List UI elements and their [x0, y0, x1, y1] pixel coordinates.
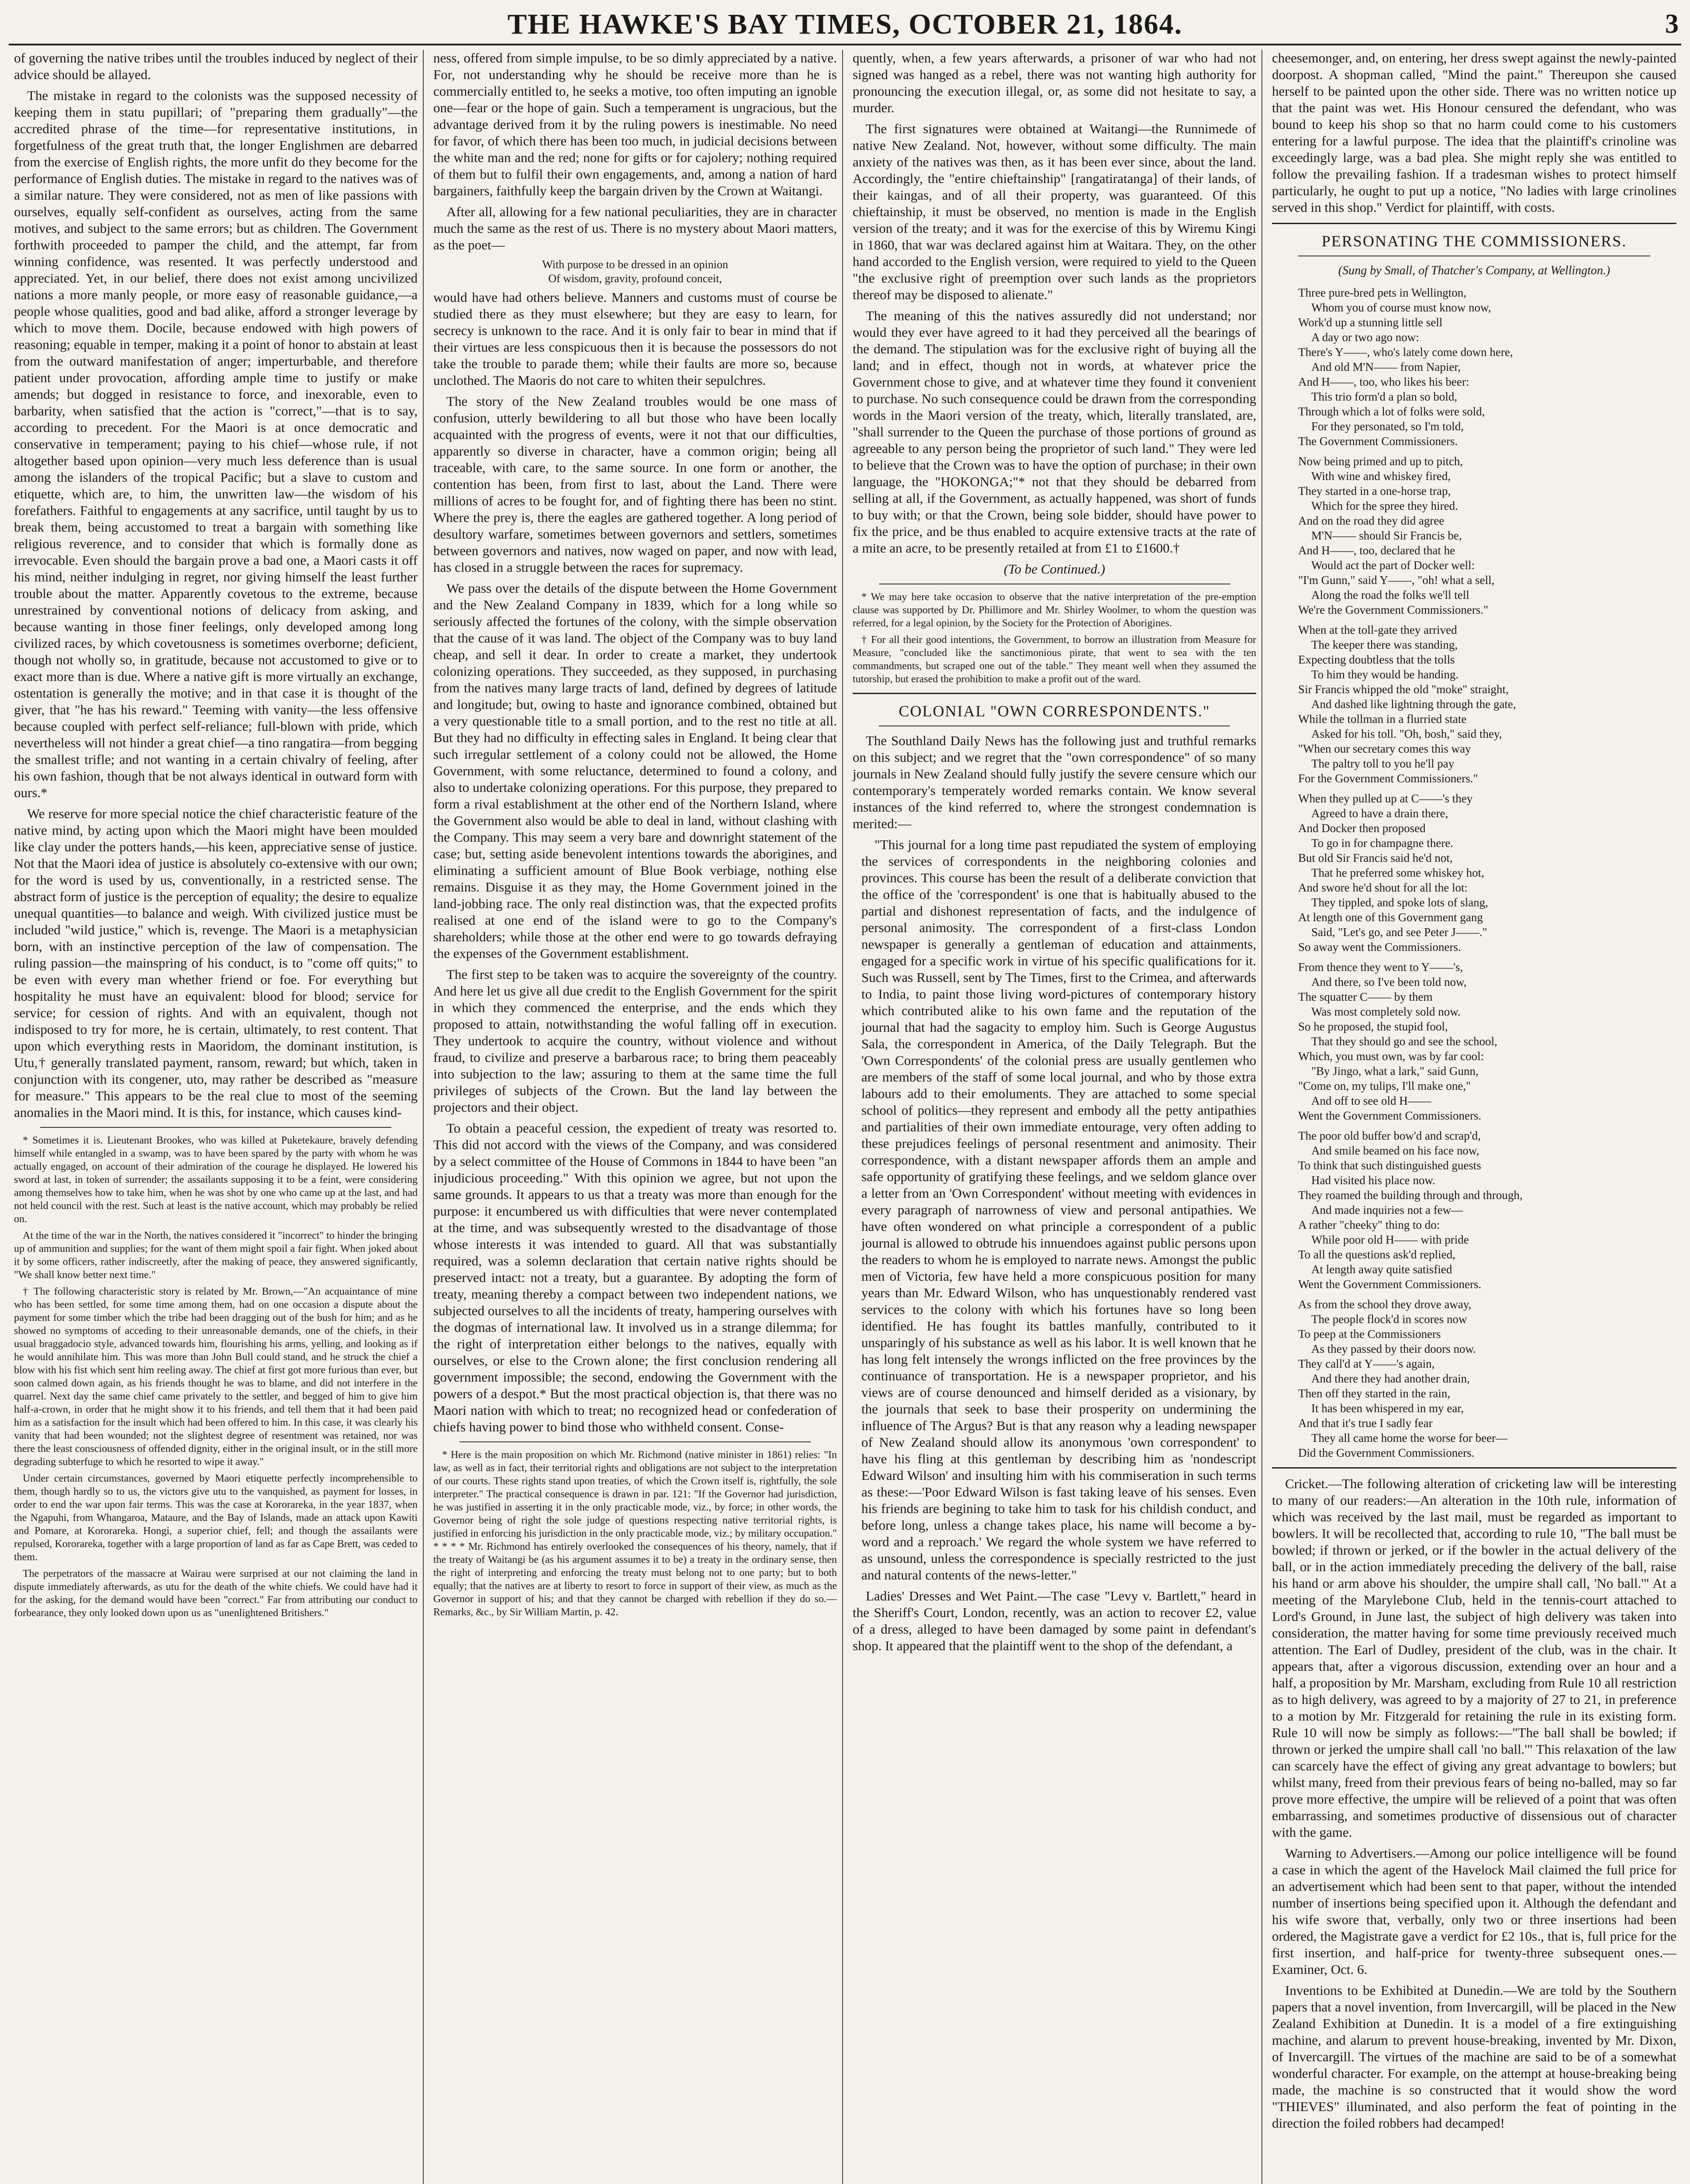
poem-stanza — [1298, 454, 1676, 617]
poem-line: "Come on, my tulips, I'll make one," — [1298, 1079, 1471, 1092]
poem-line: When they pulled up at C——'s they — [1298, 792, 1473, 805]
poem-line: Went the Government Commissioners. — [1298, 1278, 1482, 1291]
footnotes — [433, 1448, 837, 1619]
article-paragraph: quently, when, a few years afterwards, a prisoner of war who had not signed was hanged as a rebel, there was not wanting high authority for pronouncing the execution illegal, or, as some did not hesitate to say, a murder. — [853, 50, 1256, 115]
article-paragraph: Warning to Advertisers.—Among our police intelligence will be found a case in which the agent of the Havelock Mail claimed the full price for an advertisement which had been sent to that paper, without the intended number of insertions being specified upon it. Although the defendant and his wife swore that, verbally, only two or three insertions had been ordered, the Magistrate gave a verdict for £2 10s., that is, full price for the first insertion, and half-price for twenty-three subsequent ones.—Examiner, Oct. 6. — [1272, 1845, 1676, 1977]
article-paragraph: ness, offered from simple impulse, to be so dimly appreciated by a native. For, not understanding why he should be receive more than he is commercially entitled to, he seeks a motive, too often imputing an ignoble one—fear or the hope of gain. Such a temperament is ungracious, but the advantage derived from it by the ruling powers is inestimable. No need for favor, of which there has been too much, in judicial decisions between the white man and the red; none for gifts or for cajolery; nothing required of them but to fulfil their own engagements, and, among a nation of hard bargainers, faithfully keep the bargain driven by the Crown at Waitangi. — [433, 50, 837, 198]
poem-line: From thence they went to Y——'s, — [1298, 961, 1463, 974]
poem-line: To think that such distinguished guests — [1298, 1159, 1481, 1172]
column-4 — [1267, 50, 1682, 2184]
poem-line: And made inquiries not a few— — [1311, 1203, 1463, 1216]
poem-line: And old M'N—— from Napier, — [1311, 360, 1461, 373]
poem-line: And that it's true I sadly fear — [1298, 1417, 1433, 1430]
poem-heading: PERSONATING THE COMMISSIONERS. — [1321, 232, 1627, 250]
poem-line: Went the Government Commissioners. — [1298, 1109, 1482, 1122]
poem-line: The people flock'd in scores now — [1311, 1313, 1467, 1326]
poem-line: "When our secretary comes this way — [1298, 742, 1471, 755]
verse-line: Of wisdom, gravity, profound conceit, — [548, 272, 722, 285]
poem-line: It has been whispered in my ear, — [1311, 1402, 1464, 1415]
poem-line: Expecting doubtless that the tolls — [1298, 653, 1455, 666]
poem-line: There's Y——, who's lately come down here, — [1298, 346, 1513, 359]
poem-line: So he proposed, the stupid fool, — [1298, 1020, 1448, 1033]
quoted-paragraph: "This journal for a long time past repudiated the system of employing the services of correspondents in the neighboring colonies and provinces. This course has been the result of a deliberate conviction that the office of the 'correspondent' is one that is habitually abused to the partial and dishonest representation of facts, and the indulgence of personal animosity. The correspondent of a first-class London newspaper is generally a gentleman of education and attainments, engaged for a specific work in virtue of his specific qualifications for it. Such was Russell, sent by The Times, first to the Crimea, and afterwards to India, to paint those living word-pictures of contemporary history which contributed alike to his own fame and the reputation of the journal that had the sagacity to employ him. Such is George Augustus Sala, the correspondent in America, of the Daily Telegraph. But the 'Own Correspondents' of the colonial press are usually gentlemen who are members of the staff of some local journal, and who by those extra labours add to their emoluments. They are attached to some special school of politics—they represent and embody all the petty antipathies and partialities of their own immediate entourage, very often adding to these prejudices feelings of personal resentment and animosity. Their correspondence, with a distant newspaper affords them an ample and safe opportunity of gratifying these feelings, and we seldom glance over a letter from an 'Own Correspondent' without meeting with evidences in every paragraph of narrowness of view and personal antipathies. We have often wondered on what principle a correspondent of a public journal is allowed to obtrude his innuendoes against public persons upon the readers to whom he is employed to narrate news. Amongst the public men of Victoria, few have held a more conspicuous position for many years than Mr. Edward Wilson, who has unquestionably rendered vast services to the colony with which his fortunes have so long been identified. He has fought its battles manfully, contributed to it unsparingly of his substance as well as his labor. It is well known that he has long felt intensely the wrongs inflicted on the free provinces by the continuance of transportation. He is a newspaper proprietor, and his views are of course denounced and himself derided as a visionary, by the journals that seek to base their prosperity on undermining the influence of The Argus? But is that any reason why a leading newspaper of New Zealand should allow its anonymous 'own correspondent' to have his fling at this gentleman by describing him as 'nondescript Edward Wilson' and insulting him with his commiseration in such terms as these:—'Poor Edward Wilson is fast taking leave of his senses. Even his friends are begining to take him to task for his childish conduct, and before long, unless a change takes place, his name will become a by-word and a reproach.' We regard the whole system we have referred to as unsound, unless the correspondence is specially restricted to the just and natural contents of the news-letter." — [861, 837, 1256, 1583]
poem-stanza — [1298, 1297, 1676, 1460]
poem-line: At length away quite satisfied — [1311, 1263, 1452, 1276]
poem-line: While the tollman in a flurried state — [1298, 712, 1467, 726]
article-paragraph: We reserve for more special notice the chief characteristic feature of the native mind, by acting upon which the Maori might have been moulded like clay under the potters hands,—his keen, appreciative sense of justice. Not that the Maori idea of justice is absolutely co-extensive with our own; for the word is used by us, conventionally, in a restricted sense. The abstract form of justice is the perception of equality; the desire to equalize unequal quantities—to balance and weigh. With civilized justice must be included "wild justice," which is, revenge. The Maori is a metaphysician born, with an instinctive perception of the law of compensation. The ruling passion—the mainspring of his conduct, is to "come off quits;" to be even with every man whether friend or foe. For everything but hospitality he must have an equivalent: blood for blood; service for service; for cession of rights. And with an equivalent, though not indisposed to try for more, he is certain, ultimately, to rest content. That upon which everything rests in Maoridom, the dominant institution, is Utu,† generally translated payment, ransom, reward; but which, taken in conjunction with its congener, uto, may rather be described as "measure for measure." This appears to be the real clue to most of the seeming anomalies in the Maori mind. It is this, for instance, which causes kind- — [14, 806, 418, 1120]
footnote: Under certain circumstances, governed by Maori etiquette perfectly incomprehensible to them, though hardly so to us, the victors give utu to the vanquished, as payment for losses, in order to end the war upon fair terms. This was the case at Kororareka, in the year 1837, when the Ngapuhi, from Whangaroa, Mataure, and the Bay of Islands, made an attack upon Kawiti and Pomare, at Kororareka. Hongi, a superior chief, fell; and though the assailants were repulsed, Kororareka, together with a large proportion of land as far as Cape Brett, was ceded to them. — [14, 1473, 418, 1563]
poem-line: To go in for champagne there. — [1311, 836, 1453, 850]
poem-line: And dashed like lightning through the gate, — [1311, 698, 1516, 711]
poem-line: This trio form'd a plan so bold, — [1311, 390, 1458, 403]
poem-line: M'N—— should Sir Francis be, — [1311, 529, 1462, 542]
poem-line: The squatter C—— by them — [1298, 990, 1433, 1003]
poem-line: To him they would be handing. — [1311, 668, 1459, 681]
poem-line: And swore he'd shout for all the lot: — [1298, 881, 1468, 894]
footnote: At the time of the war in the North, the natives considered it "incorrect" to hinder the bringing up of ammunition and supplies; for the want of them might spoil a fair fight. When joked about it by some officers, rather indiscreetly, after the making of peace, they answered significantly, "We shall know better next time." — [14, 1230, 418, 1281]
poem-line: Along the road the folks we'll tell — [1311, 588, 1469, 601]
article-paragraph: The first signatures were obtained at Waitangi—the Runnimede of native New Zealand. Not, however, without some difficulty. The main anxiety of the natives was then, as it has been ever since, about the land. Accordingly, the "entire chieftainship" [rangatiratanga] of their lands, of their kaingas, and of all their property, was guaranteed. Of this chieftainship, it must be observed, no mention is made in the English version of the treaty; and it was for the exercise of this by Wiremu Kingi in 1860, that war was declared against him at Waitara. They, on the other hand accorded to the English version, were required to yield to the Queen "the exclusive right of preemption over such lands as the proprietors thereof may be disposed to alienate." — [853, 121, 1256, 302]
poem-line: And smile beamed on his face now, — [1311, 1144, 1479, 1157]
poem-line: They started in a one-horse trap, — [1298, 484, 1451, 498]
columns — [9, 50, 1681, 2184]
article-paragraph: The story of the New Zealand troubles would be one mass of confusion, utterly bewildering to all but those who have been locally acquainted with the progress of events, were it not that our difficulties, apparently so diverse in character, have a common origin; being all traceable, with care, to the same source. In one form or another, the contention has been, from first to last, about the Land. There were millions of acres to be fought for, and of fighting there has been no stint. Where the prey is, there the eagles are gathered together. A long period of desultory warfare, sometimes between governors and settlers, sometimes between governors and natives, now waged on paper, and now with lead, has closed in a struggle between the races for supremacy. — [433, 394, 837, 575]
poem-line: They call'd at Y——'s again, — [1298, 1357, 1435, 1370]
poem-stanza — [1298, 622, 1676, 786]
poem-line: That they should go and see the school, — [1311, 1035, 1497, 1048]
poem-line: But old Sir Francis said he'd not, — [1298, 851, 1453, 864]
poem-line: When at the toll-gate they arrived — [1298, 623, 1457, 636]
poem-line: So away went the Commissioners. — [1298, 940, 1461, 954]
poem-line: Was most completely sold now. — [1311, 1005, 1461, 1018]
verse-line: With purpose to be dressed in an opinion — [542, 258, 728, 271]
footnote-rule — [40, 1127, 391, 1128]
poem-line: The paltry toll to you he'll pay — [1311, 757, 1455, 770]
column-3 — [847, 50, 1262, 2184]
article-paragraph: The first step to be taken was to acquire the sovereignty of the country. And here let us give all due credit to the English Government for the spirit in which they commenced the enterprise, and the ends which they proposed to attain, notwithstanding the woful falling off in execution. They undertook to acquire the country, without violence and without fraud, to civilize and preserve a barbarous race; to bring them peaceably into subjection to the law; assuring to them at the same time the full privileges of subjects of the Crown. But the land lay between the projectors and their object. — [433, 967, 837, 1115]
article-paragraph: After all, allowing for a few national peculiarities, they are in character much the same as the rest of us. There is no mystery about Maori matters, as the poet— — [433, 204, 837, 252]
article-paragraph: Ladies' Dresses and Wet Paint.—The case "Levy v. Bartlett," heard in the Sheriff's Court, London, recently, was an action to recover £2, value of a dress, alleged to have been damaged by some paint in defendant's shop. It appeared that the plaintiff went to the shop of the defendant, a — [853, 1588, 1256, 1653]
article-paragraph: The mistake in regard to the colonists was the supposed necessity of keeping them in statu pupillari; of "preparing them gradually"—the accredited phrase of the time—for representative institutions, in forgetfulness of the great truth that, the longer Englishmen are debarred from the exercise of English rights, the more unfit do they become for the performance of English duties. The mistake in regard to the natives was of a similar nature. They were considered, not as men of like passions with ourselves, equally self-confident as ourselves, acting from the same motives, and subject to the same errors; but as children. The Government forthwith proceeded to pamper the child, and the attempt, far from winning confidence, was resented. It was perfectly understood and appreciated. Yet, in our belief, there does not exist among uncivilized nations a more manly people, or more easy of reasonable guidance,—a people whose qualities, good and bad alike, afford a stronger leverage by which to move them. Docile, because endowed with high powers of reasoning; equable in temper, making it a point of honor to abstain at least from the outward manifestation of anger; imperturbable, and therefore patient under provocation, affording ample time to justify or make amends; but dogged in resistance to force, and inexorable, even to barbarity, when satisfied that the action is "correct,"—that is to say, according to precedent. For the Maori is at once democratic and conservative in temperament; paying to his chief—whose rule, if not altogether based upon opinion—very much less deference than is usual among the islanders of the tropical Pacific; but a slave to custom and etiquette, which are, to him, the unwritten law—the wisdom of his forefathers. Faithful to engagements at any sacrifice, until taught by us to break them, being accustomed to treat a bargain with something like religious reverence, and to consider that which is formally done as irrevocable. Even should the bargain prove a bad one, a Maori casts it off his mind, neither indulging in regret, nor giving himself the least further trouble about the matter. Apparently covetous to the extreme, because unrestrained by conventional notions of delicacy from asking, and because wanting in those finer feelings, only developed among long civilized races, by which covetousness is sometimes overborne; deficient, though not wholly so, in gratitude, because not accustomed to give or to exact more than is due. Where a native gift is more virtually an exchange, ostentation is generally the motive; and in that case it is thought of the giver, that "he has his reward." Teeming with vanity—the less offensive because coupled with perfect self-reliance; full-blown with pride, which nevertheless will not hinder a great chief—a tino rangatira—from begging the smallest trifle; and not wanting in a certain chivalry of feeling, after his own fashion, though that be not always identical in outward form with ours.* — [14, 88, 418, 800]
poem-line: Had visited his place now. — [1311, 1174, 1435, 1187]
poem-line: "By Jingo, what a lark," said Gunn, — [1311, 1064, 1479, 1078]
article-paragraph: To obtain a peaceful cession, the expedient of treaty was resorted to. This did not accord with the views of the Company, and was considered by a select committee of the House of Commons in 1844 to have been "an injudicious proceeding." With this opinion we agree, but not upon the same grounds. It appears to us that a treaty was more than enough for the purpose: it encumbered us with difficulties that were never contemplated at the time, and was subsequently wrested to the disadvantage of those whose interests it was intended to guard. All that was substantially required, was a solemn declaration that certain native rights should be preserved intact: not a treaty, but a guarantee. By adopting the form of treaty, meaning thereby a compact between two independent nations, we subjected ourselves to all the incidents of treaty, hampering ourselves with the dogmas of international law. It involved us in a strange dilemma; for the right of interpretation either belongs to the natives, equally with ourselves, or else to the Crown alone; the first conclusion rendering all government impossible; the second, endowing the Government with the powers of a despot.* But the most practical objection is, that there was no Maori nation with which to treat; no recognized head or confederation of chiefs having power to bind those who withheld consent. Conse- — [433, 1120, 837, 1434]
poem-line: For the Government Commissioners." — [1298, 772, 1478, 785]
poem-line: That he preferred some whiskey hot, — [1311, 866, 1484, 879]
poem-line: Sir Francis whipped the old "moke" straight, — [1298, 683, 1509, 696]
poem-line: Whom you of course must know now, — [1311, 301, 1491, 314]
footnote: * Here is the main proposition on which Mr. Richmond (native minister in 1861) relies: "In law, as well as in fact, their territorial rights and obligations are not subject to the interpretation of our courts. These rights stand upon treaties, of which the Crown itself is, rightfully, the sole interpreter." The practical consequence is drawn in par. 121: "If the Governor had jurisdiction, he was justified in asserting it in the only practicable mode, viz., by force; in other words, the Governor being of right the sole judge of questions respecting native territorial rights, is justified in enforcing his jurisdiction in the only practicable mode, viz.; by military occupation." * * * * Mr. Richmond has entirely overlooked the consequences of his theory, namely, that if the treaty of Waitangi be (as his argument assumes it to be) a treaty in the ordinary sense, then the right of interpreting and enforcing the treaty must belong not to one party; but to both equally; that the natives are at liberty to resort to force in support of their view, as much as the Governor in support of his; and that they cannot be charged with rebellion if they do so.—Remarks, &c., by Sir William Martin, p. 42. — [433, 1449, 837, 1618]
poem-line: Agreed to have a drain there, — [1311, 807, 1448, 820]
poem-line: They all came home the worse for beer— — [1311, 1431, 1508, 1444]
article-paragraph: cheesemonger, and, on entering, her dress swept against the newly-painted doorpost. A shopman called, "Mind the paint." Thereupon she caused herself to be painted upon the other side. There was no written notice up that the paint was wet. His Honour censured the defendant, who was bound to keep his shop so that no harm could come to his customers entering for a lawful purpose. The idea that the plaintiff's crinoline was exceedingly large, was a bad plea. She might reply she was entitled to follow the prevailing fashion. If a tradesman wishes to protect himself particularly, he ought to put up a notice, "No ladies with large crinolines served in this shop." Verdict for plaintiff, with costs. — [1272, 50, 1676, 215]
poem-line: Then off they started in the rain, — [1298, 1387, 1451, 1400]
masthead-title: THE HAWKE'S BAY TIMES, OCTOBER 21, 1864. — [507, 8, 1183, 40]
poem-line: "I'm Gunn," said Y——, "oh! what a sell, — [1298, 574, 1495, 587]
poem-line: And off to see old H—— — [1311, 1094, 1431, 1107]
poem-line: And H——, too, who likes his beer: — [1298, 375, 1469, 388]
article-paragraph: We pass over the details of the dispute between the Home Government and the New Zealand Company in 1839, which for a long while so seriously affected the fortunes of the colony, with the simple observation that the cause of it was land. The object of the Company was to buy land cheap, and sell it dear. In order to create a market, they undertook colonizing operations. They succeeded, as they supposed, in purchasing from the natives many large tracts of land, defined by degrees of latitude and longitude; but, owing to haste and ignorance combined, obtained but a very questionable title to a small portion, and to the rest no title at all. But they had no difficulty in effecting sales in England. It being clear that such irregular settlement of a colony could not be allowed, the Home Government, with some reluctance, determined to found a colony, and also to undertake colonizing operations. For this purpose, they prepared to form a rival establishment at the other end of the Northern Island, where the Government also would be able to deal in land, without clashing with the Company. This may seem a very bare and downright statement of the case; but, setting aside benevolent intentions towards the aborigines, and eliminating a sufficient amount of Blue Book verbiage, nothing else remains. Disguise it as they may, the Home Government joined in the land-jobbing race. The only real distinction was, that the expected profits realised at one end of the island were to go to the Company's shareholders; while those at the other end were to go towards defraying the expenses of the Government establishment. — [433, 581, 837, 961]
poem-line: And on the road they did agree — [1298, 514, 1445, 527]
footnote-rule — [460, 1441, 811, 1442]
article-paragraph: Inventions to be Exhibited at Dunedin.—We are told by the Southern papers that a novel invention, from Invercargill, will be placed in the New Zealand Exhibition at Dunedin. It is a model of a fire extinguishing machine, and alarum to prevent house-breaking, invented by Mr. Dixon, of Invercargill. The virtues of the machine are said to be of a somewhat wonderful character. For example, on the attempt at house-breaking being made, the machine is so constructed that it would show the word "THIEVES" illuminated, and also perform the feat of pointing in the direction the foiled robbers had decamped! — [1272, 1983, 1676, 2131]
footnote: † For all their good intentions, the Government, to borrow an illustration from Measure for Measure, "concluded like the sanctimonious pirate, that went to sea with the ten commandments, but scraped one out of the table." They meant well when they assumed the tutorship, but erased the prohibition to make a profit out of the ward. — [853, 634, 1256, 685]
newspaper-page — [9, 4, 1681, 2184]
poem-line: The poor old buffer bow'd and scrap'd, — [1298, 1129, 1481, 1142]
poem-line: Which, you must own, was by far cool: — [1298, 1050, 1484, 1063]
masthead — [9, 4, 1681, 45]
poem-line: A day or two ago now: — [1311, 331, 1419, 344]
poem-line: As they passed by their doors now. — [1311, 1342, 1476, 1355]
article-paragraph: of governing the native tribes until the troubles induced by neglect of their advice should be allayed. — [14, 50, 418, 82]
poem-stanza — [1298, 791, 1676, 954]
poem-line: At length one of this Government gang — [1298, 911, 1483, 924]
section-divider — [1272, 1467, 1676, 1469]
poem-line: And there they had another drain, — [1311, 1372, 1470, 1385]
quoted-verse — [433, 258, 837, 286]
poem-stanza — [1298, 960, 1676, 1123]
footnotes — [14, 1134, 418, 1620]
section-divider — [1272, 223, 1676, 224]
page-number: 3 — [1665, 9, 1679, 39]
poem-line: To all the questions ask'd replied, — [1298, 1248, 1455, 1261]
poem-line: They roamed the building through and through, — [1298, 1189, 1523, 1202]
column-2 — [428, 50, 843, 2184]
article-paragraph: The meaning of this the natives assuredly did not understand; nor would they ever have agreed to it had they perceived all the bearings of the demand. The stipulation was for the exclusive right of buying all the land; and in effect, though not in words, at whatever price the Government chose to give, and at whatever time they found it convenient to purchase. No such consequence could be drawn from the corresponding words in the Maori version of the treaty, which, literally translated, are, "shall surrender to the Queen the purchase of those portions of ground as agreeable to any person being the proprietor of such land." They were led to believe that the Crown was to have the option of purchase; in their own language, the "HOKONGA;"* not that they should be debarred from selling at all, if the Government, as actually happened, was short of funds to buy with; or that the Crown, being sole bidder, should have power to fix the price, and be thus enabled to acquire extensive tracts at the rate of a mite an acre, to be presently retailed at from £1 to £1600.† — [853, 308, 1256, 556]
poem-line: The keeper there was standing, — [1311, 638, 1458, 651]
poem-line: Did the Government Commissioners. — [1298, 1446, 1475, 1459]
footnote: * We may here take occasion to observe that the native interpretation of the pre-emption clause was supported by Dr. Phillimore and Mr. Shirley Woolmer, to whom the question was referred, for a legal opinion, by the Society for the Protection of Aborigines. — [853, 591, 1256, 629]
footnote: The perpetrators of the massacre at Wairau were surprised at our not claiming the land in dispute immediately afterwards, as utu for the death of the white chiefs. We could have had it for the asking, for the demand would have been "correct." Far from attributing our conduct to forbearance, they only looked down upon us as "unenlightened Britishers." — [14, 1568, 418, 1619]
poem-line: And there, so I've been told now, — [1311, 975, 1467, 988]
poem-line: Asked for his toll. "Oh, bosh," said they, — [1311, 727, 1502, 740]
poem — [1272, 285, 1676, 1460]
poem-line: Three pure-bred pets in Wellington, — [1298, 286, 1466, 299]
poem-subheading: (Sung by Small, of Thatcher's Company, at Wellington.) — [1338, 264, 1611, 277]
section-heading: COLONIAL "OWN CORRESPONDENTS." — [899, 702, 1210, 720]
poem-line: And H——, too, declared that he — [1298, 544, 1455, 557]
poem-line: They tippled, and spoke lots of slang, — [1311, 896, 1488, 909]
poem-line: Now being primed and up to pitch, — [1298, 455, 1463, 468]
poem-line: As from the school they drove away, — [1298, 1298, 1472, 1311]
article-paragraph: The Southland Daily News has the following just and truthful remarks on this subject; and we regret that the "own correspondence" of so many journals in New Zealand should fully justify the severe censure which our contemporary's temperately worded remarks contain. We know several instances of the kind referred to, where the strongest condemnation is merited:— — [853, 733, 1256, 831]
poem-line: And Docker then proposed — [1298, 822, 1426, 835]
poem-line: With wine and whiskey fired, — [1311, 470, 1451, 483]
poem-line: We're the Government Commissioners." — [1298, 603, 1489, 616]
poem-line: While poor old H—— with pride — [1311, 1233, 1469, 1246]
article-paragraph: Cricket.—The following alteration of cricketing law will be interesting to many of our readers:—An alteration in the 10th rule, information of which was received by the last mail, must be regarded as important to bowlers. It will be recollected that, according to rule 10, "The ball must be bowled; if thrown or jerked, or if the bowler in the actual delivery of the ball, or in the action immediately preceding the delivery of the ball, raise his hand or arm above his shoulder, the umpire shall call, 'No ball.'" At a meeting of the Marylebone Club, held in the tennis-court attached to Lord's Ground, in June last, the subject of high delivery was taken into consideration, the matter having for some time previously received much attention. The Earl of Dudley, president of the club, was in the chair. It appears that, after a vigorous discussion, extending over an hour and a half, a proposition by Mr. Marsham, excluding from Rule 10 all restriction as to high delivery, was agreed to by a majority of 27 to 21, in preference to a motion by Mr. Fitzgerald for retaining the rule in its existing form. Rule 10 will now be simply as follows:—"The ball shall be bowled; if thrown or jerked the umpire shall call 'no ball.'" This relaxation of the law can scarcely have the effect of giving any great advantage to bowlers; but whilst many, freed from their previous fears of being no-balled, may so far prove more effective, the umpire will be relieved of a point that was often embarrassing, and sometimes productive of dissensious out of character with the game. — [1272, 1476, 1676, 1840]
section-divider — [853, 693, 1256, 694]
poem-line: Through which a lot of folks were sold, — [1298, 405, 1485, 418]
poem-line: A rather "cheeky" thing to do: — [1298, 1218, 1440, 1231]
poem-stanza — [1298, 1128, 1676, 1292]
poem-line: Which for the spree they hired. — [1311, 499, 1458, 512]
continued-note: (To be Continued.) — [1003, 561, 1106, 577]
footnote: † The following characteristic story is related by Mr. Brown,—"An acquaintance of mine who has been settled, for some time among them, had on one occasion a dispute about the payment for some timber which the tribe had been dragging out of the bush for him; and as he showed no symptoms of acceding to their unreasonable demands, one of the chiefs, in their usual braggadocio style, advanced towards him, flourishing his arms, yelling, and looking as if he would annihilate him. This was more than John Bull could stand, and he struck the chief a blow with his fist which sent him reeling away. The chief at first got more furious than ever, but soon calmed down again, as his friends thought he was to blame, and did not interfere in the quarrel. Next day the same chief came privately to the settler, and begged of him to give him half-a-crown, in order that he might show it to his friends, and tell them that it had been paid him as a satisfaction for the insult which had been offered to him. In this case, it was clearly his vanity that had been wounded; not the slightest degree of resentment was retained, nor was there the least consciousness of offended dignity, either in the original insult, or in the still more degrading subterfuge to which he resorted to wipe it away." — [14, 1286, 418, 1468]
poem-line: Would act the part of Docker well: — [1311, 559, 1475, 572]
poem-line: The Government Commissioners. — [1298, 435, 1458, 448]
footnote: * Sometimes it is. Lieutenant Brookes, who was killed at Puketekaure, bravely defending himself while entangled in a swamp, was to have been spared by the party with whom he was actually engaged, on account of their admiration of the courage he displayed. He lowered his sword at last, in token of surrender; the assailants supposing it to be a feint, were considering among themselves how to take him, when he was shot by one who came up at the last, and had not held council with the rest. Such at least is the native account, which may probably be relied on. — [14, 1135, 418, 1225]
poem-line: Work'd up a stunning little sell — [1298, 316, 1443, 329]
poem-stanza — [1298, 285, 1676, 449]
footnotes — [853, 591, 1256, 686]
poem-line: To peep at the Commissioners — [1298, 1327, 1441, 1341]
article-paragraph: would have had others believe. Manners and customs must of course be studied there as they must elsewhere; but they are easy to learn, for secrecy is unknown to the race. And it is only fair to bear in mind that if their virtues are less conspicuous then it is because the possessors do not take the trouble to parade them; while their faults are more so, because unclothed. The Maoris do not care to whiten their sepulchres. — [433, 290, 837, 388]
poem-line: For they personated, so I'm told, — [1311, 420, 1464, 433]
poem-line: Said, "Let's go, and see Peter J——." — [1311, 926, 1487, 939]
column-1 — [9, 50, 424, 2184]
